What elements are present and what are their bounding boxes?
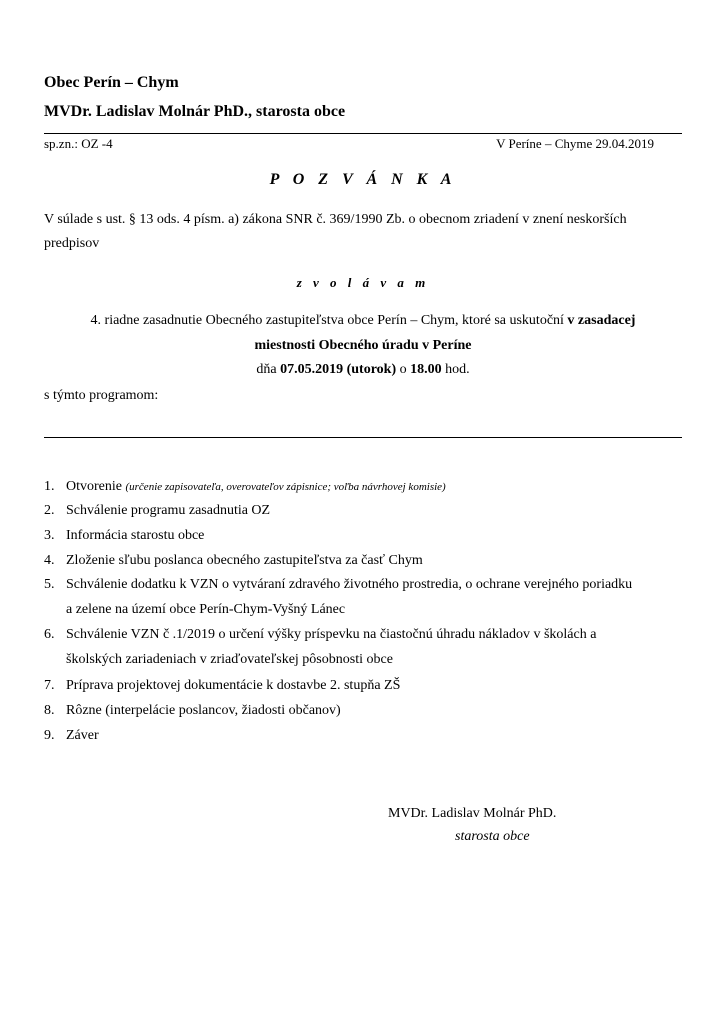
item-number: 2.	[44, 503, 55, 518]
list-item-continuation: školských zariadeniach v zriaďovateľskej pôsobnosti obce	[66, 652, 393, 667]
item-number: 5.	[44, 577, 55, 592]
item-text: Príprava projektovej dokumentácie k dostavbe 2. stupňa ZŠ	[66, 678, 401, 693]
list-item	[44, 678, 400, 694]
list-item	[44, 577, 632, 593]
item-number: 8.	[44, 703, 55, 718]
meeting-location-start: v zasadacej	[567, 313, 636, 328]
program-intro: s týmto programom:	[44, 388, 159, 403]
signature-name: MVDr. Ladislav Molnár PhD.	[388, 806, 557, 821]
item-number: 6.	[44, 627, 55, 642]
header-municipality: Obec Perín – Chym	[44, 74, 179, 91]
list-item	[44, 703, 341, 719]
list-item	[44, 479, 446, 495]
item-text: Zloženie sľubu poslanca obecného zastupiteľstva za časť Chym	[66, 553, 423, 568]
item-number: 1.	[44, 479, 55, 494]
item-text: Schválenie dodatku k VZN o vytváraní zdravého životného prostredia, o ochrane verejného poriadku	[66, 577, 633, 592]
intro-line-1: V súlade s ust. § 13 ods. 4 písm. a) zákona SNR č. 369/1990 Zb. o obecnom zriadení v znení neskorších	[44, 212, 627, 227]
meeting-time: 18.00	[410, 362, 442, 377]
meeting-line-3	[44, 362, 682, 378]
meeting-date: 07.05.2019 (utorok)	[280, 362, 397, 377]
list-item	[44, 553, 423, 569]
item-text: Rôzne (interpelácie poslancov, žiadosti občanov)	[66, 703, 341, 718]
reference-number: sp.zn.: OZ -4	[44, 136, 113, 151]
list-item	[44, 503, 270, 519]
meeting-line-2	[44, 338, 682, 354]
document-title: P O Z V Á N K A	[269, 171, 457, 188]
item-number: 9.	[44, 728, 55, 743]
meeting-date-prefix: dňa	[256, 362, 281, 377]
item-text: Schválenie programu zasadnutia OZ	[66, 503, 271, 518]
header-rule	[44, 133, 682, 134]
meeting-text: 4. riadne zasadnutie Obecného zastupiteľstva obce Perín – Chym, ktoré sa uskutoční	[90, 313, 568, 328]
item-number: 7.	[44, 678, 55, 693]
header-mayor: MVDr. Ladislav Molnár PhD., starosta obce	[44, 103, 346, 120]
item-text: Informácia starostu obce	[66, 528, 205, 543]
convene-word: z v o l á v a m	[296, 275, 430, 290]
item-text: Schválenie VZN č .1/2019 o určení výšky príspevku na čiastočnú úhradu nákladov v školách a	[66, 627, 597, 642]
list-item	[44, 728, 99, 744]
list-item	[44, 627, 596, 643]
item-text: Otvorenie	[66, 479, 126, 494]
program-rule	[44, 437, 682, 438]
item-text: Záver	[66, 728, 99, 743]
item-number: 3.	[44, 528, 55, 543]
meeting-line-1	[44, 313, 682, 329]
intro-line-2: predpisov	[44, 236, 100, 251]
meeting-time-prefix: o	[396, 362, 411, 377]
meeting-location: miestnosti Obecného úradu v Períne	[254, 338, 472, 353]
signature-role: starosta obce	[455, 829, 530, 844]
item-note: (určenie zapisovateľa, overovateľov zápisnice; voľba návrhovej komisie)	[125, 481, 446, 493]
list-item-continuation: a zelene na území obce Perín-Chym-Vyšný Lánec	[66, 602, 346, 617]
meeting-time-suffix: hod.	[441, 362, 470, 377]
item-number: 4.	[44, 553, 55, 568]
place-date: V Períne – Chyme 29.04.2019	[496, 136, 654, 151]
list-item	[44, 528, 204, 544]
